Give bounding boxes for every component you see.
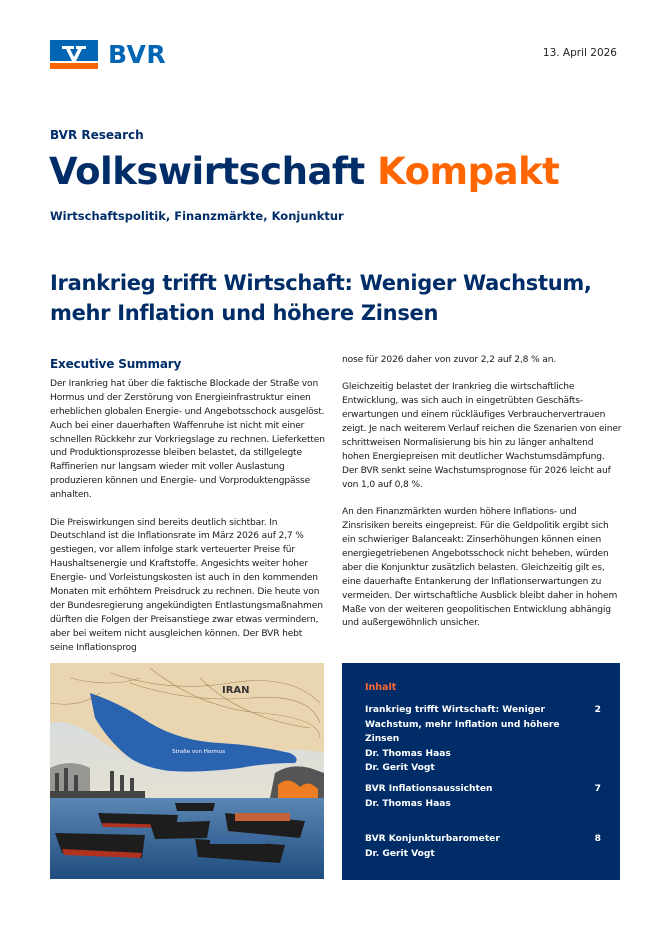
- headline-line-2: mehr Inflation und höhere Zinsen: [50, 301, 439, 325]
- toc-entry-author: Dr. Thomas Haas: [365, 748, 451, 759]
- headline-line-1: Irankrieg trifft Wirtschaft: Weniger Wachstum,: [50, 271, 592, 295]
- paragraph: Der Irankrieg hat über die faktische Blockade der Straße von Hormus und der Zerstörung von Energieinfrastruktur einen erheblichen globalen Energie- und Angebotsschock ausgelöst. Auch bei einer dauerhaften Waffenruhe ist nicht mit einer schnellen Rückkehr zur Vorkriegslage zu rechnen. Lieferketten und Produktionsprozesse bleiben belastet, da stillgelegte Raffinerien nur langsam wieder mit voller Auslastung produzieren können und Energie- und Vorproduktengpässe anhalten.: [50, 378, 325, 501]
- hormuz-illustration: [50, 663, 324, 879]
- toc-entry-title: BVR Inflationsaussichten: [365, 784, 493, 794]
- paragraph: nose für 2026 daher von zuvor 2,2 auf 2,8 % an.: [342, 355, 557, 365]
- table-of-contents: [342, 663, 620, 880]
- bvr-logo: [50, 40, 166, 69]
- left-column: [50, 358, 325, 669]
- publication-date: 13. April 2026: [542, 47, 617, 59]
- title-main: Volkswirtschaft: [49, 150, 365, 193]
- toc-entry-author: Dr. Thomas Haas: [365, 798, 451, 809]
- toc-entry-page: 7: [594, 784, 601, 794]
- publication-subtitle: Wirtschaftspolitik, Finanzmärkte, Konjunktur: [50, 209, 344, 223]
- toc-entry[interactable]: [365, 703, 605, 776]
- bvr-logo-text: BVR: [108, 40, 167, 69]
- toc-entry-author: Dr. Gerit Vogt: [365, 848, 435, 859]
- executive-summary-heading: Executive Summary: [50, 357, 182, 371]
- toc-entry-title: Irankrieg trifft Wirtschaft: Weniger Wachstum, mehr Inflation und höhere Zinsen: [365, 705, 560, 744]
- article-headline: [50, 268, 620, 328]
- bvr-logo-mark-icon: [50, 40, 98, 69]
- right-column: [342, 354, 622, 645]
- title-accent: Kompakt: [377, 150, 560, 193]
- toc-entry-page: 2: [594, 705, 601, 715]
- toc-entry[interactable]: [365, 832, 605, 861]
- paragraph: Gleichzeitig belastet der Irankrieg die wirtschaftliche Entwicklung, was sich auch in eingetrübten Geschäftserwartungen und einem rückläufiges Verbrauchervertrauen zeigt. Je nach weiterem Verlauf reichen die Szenarien von einer schrittweisen Normalisierung bis hin zu länger anhaltend hohen Energiepreisen mit deutlicher Wachstumsdämpfung. Der BVR senkt seine Wachstumsprognose für 2026 leicht auf von 1,0 auf 0,8 %.: [342, 382, 622, 490]
- toc-entry-page: 8: [594, 834, 601, 844]
- paragraph: An den Finanzmärkten wurden höhere Inflations- und Zinsrisiken bereits eingepreist. Für die Geldpolitik ergibt sich ein schwieriger Balanceakt: Zinserhöhungen können einen energiegetriebenen Angebotsschock nicht beheben, würden aber die Konjunktur zusätzlich belasten. Gleichzeitig gilt es, eine dauerhafte Entankerung der Inflationserwartungen zu vermeiden. Der wirtschaftliche Ausblick bleibt daher in hohem Maße von der weiteren geopolitischen Entwicklung abhängig und außergewöhnlich unsicher.: [342, 507, 618, 629]
- paragraph: Die Preiswirkungen sind bereits deutlich sichtbar. In Deutschland ist die Inflationsrate im März 2026 auf 2,7 % gestiegen, vor allem infolge stark verteuerter Preise für Haushaltsenergie und Kraftstoffe. Angesichts weiter hoher Energie- und Vorleistungskosten ist auch in den kommenden Monaten mit erhöhtem Preisdruck zu rechnen. Die heute von der Bundesregierung angekündigten Entlastungsmaßnahmen dürften die Folgen der Preisanstiege zwar etwas vermindern, aber bei weitem nicht ausgleichen können. Der BVR hebt seine Inflationsprog: [50, 517, 323, 653]
- toc-entry-author: Dr. Gerit Vogt: [365, 763, 435, 773]
- map-label-strait: Straße von Hormus: [172, 749, 226, 755]
- map-label-iran: IRAN: [222, 685, 250, 696]
- toc-heading: Inhalt: [365, 682, 397, 693]
- toc-entry-title: BVR Konjunkturbarometer: [365, 834, 500, 844]
- toc-entry[interactable]: [365, 782, 605, 811]
- series-label: BVR Research: [50, 128, 144, 142]
- publication-title: [49, 150, 559, 193]
